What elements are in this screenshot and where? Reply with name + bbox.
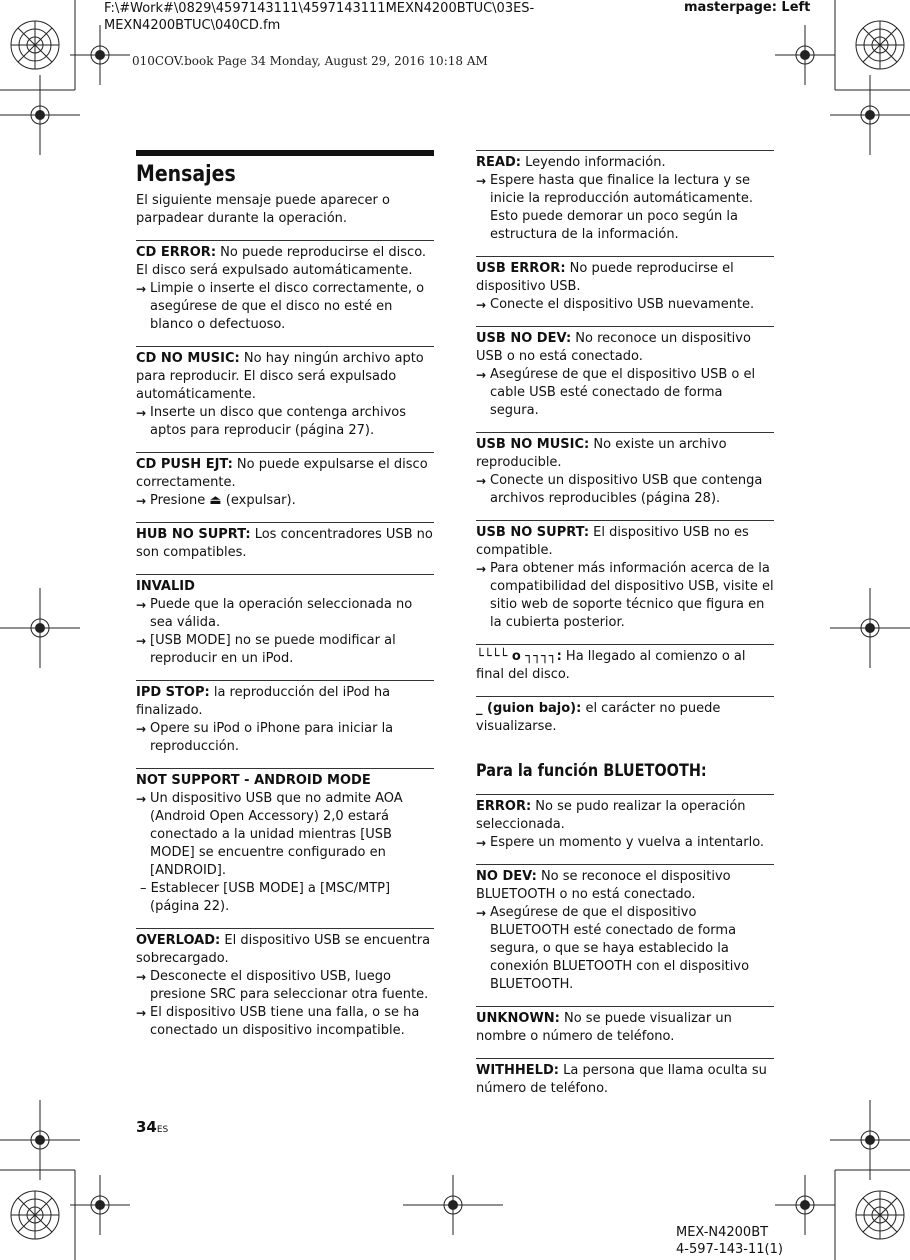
- remedy-bullet: → Desconecte el dispositivo USB, luego presione SRC para seleccionar otra fuente.: [136, 968, 434, 1004]
- page-number-value: 34: [136, 1118, 157, 1136]
- model-part-number: 4-597-143-11(1): [676, 1242, 783, 1257]
- message-description: No se pudo realizar la operación seleccionada.: [476, 799, 746, 832]
- remedy-bullet: → Inserte un disco que contenga archivos aptos para reproducir (página 27).: [136, 404, 434, 440]
- page-title: Mensajes: [136, 162, 236, 187]
- right-column: [476, 150, 774, 1110]
- model-info: [676, 1224, 783, 1258]
- remedy-bullet: → Puede que la operación seleccionada no sea válida.: [136, 596, 434, 632]
- file-path-line-2: MEXN4200BTUC\040CD.fm: [104, 18, 281, 33]
- remedy-bullet: → [USB MODE] no se puede modificar al reproducir en un iPod.: [136, 632, 434, 668]
- message-term: CD PUSH EJT:: [136, 457, 233, 472]
- message-term: OVERLOAD:: [136, 933, 221, 948]
- message-description: No se reconoce el dispositivo BLUETOOTH o no está conectado.: [476, 869, 731, 902]
- message-description: la reproducción del iPod ha finalizado.: [136, 685, 391, 718]
- message-entry: [136, 768, 434, 928]
- message-entry: [136, 522, 434, 574]
- remedy-bullet: → Para obtener más información acerca de la compatibilidad del dispositivo USB, visite el sitio web de soporte técnico que figura en la cubierta posterior.: [476, 560, 774, 632]
- message-entry: [476, 864, 774, 1006]
- message-description: No reconoce un dispositivo USB o no está conectado.: [476, 331, 751, 364]
- message-entry: [136, 240, 434, 346]
- masterpage-label: masterpage: Left: [684, 0, 811, 15]
- message-term: UNKNOWN:: [476, 1011, 560, 1026]
- message-term: CD NO MUSIC:: [136, 351, 240, 366]
- message-entry: [136, 928, 434, 1052]
- message-description: No puede expulsarse el disco correctamente.: [136, 457, 428, 490]
- message-description: La persona que llama oculta su número de teléfono.: [476, 1063, 767, 1096]
- page-number-suffix: ES: [156, 1125, 169, 1135]
- message-description: El dispositivo USB se encuentra sobrecargado.: [136, 933, 431, 966]
- message-description: No se puede visualizar un nombre o número de teléfono.: [476, 1011, 732, 1044]
- remedy-bullet: → Un dispositivo USB que no admite AOA (Android Open Accessory) 2,0 estará conectado a la unidad mientras [USB MODE] se encuentre configurado en [ANDROID].: [136, 790, 434, 880]
- remedy-bullet: → Presione ⏏ (expulsar).: [136, 492, 434, 510]
- message-term: IPD STOP:: [136, 685, 210, 700]
- message-entry: [476, 794, 774, 864]
- message-term: CD ERROR:: [136, 245, 217, 260]
- message-description: No existe un archivo reproducible.: [476, 437, 727, 470]
- message-description: El dispositivo USB no es compatible.: [476, 525, 749, 558]
- message-entry: [476, 644, 774, 696]
- message-entry: [136, 574, 434, 680]
- message-entry: [136, 452, 434, 522]
- message-description: el carácter no puede visualizarse.: [476, 701, 721, 734]
- message-term: NO DEV:: [476, 869, 537, 884]
- title-rule: [136, 150, 434, 156]
- message-term: ERROR:: [476, 799, 532, 814]
- remedy-bullet: → Espere hasta que finalice la lectura y se inicie la reproducción automáticamente. Esto puede demorar un poco según la estructura de la información.: [476, 172, 774, 244]
- intro-text: El siguiente mensaje puede aparecer o parpadear durante la operación.: [136, 193, 390, 226]
- remedy-bullet: → Conecte un dispositivo USB que contenga archivos reproducibles (página 28).: [476, 472, 774, 508]
- message-entry: [476, 1006, 774, 1058]
- message-description: No puede reproducirse el disco. El disco será expulsado automáticamente.: [136, 245, 427, 278]
- remedy-sub-item: – Establecer [USB MODE] a [MSC/MTP] (página 22).: [140, 881, 391, 914]
- left-column: [136, 150, 434, 1052]
- remedy-bullet: → Asegúrese de que el dispositivo USB o el cable USB esté conectado de forma segura.: [476, 366, 774, 420]
- message-term: WITHHELD:: [476, 1063, 559, 1078]
- message-description: No puede reproducirse el dispositivo USB.: [476, 261, 734, 294]
- message-entry: [476, 432, 774, 520]
- message-entry: [476, 520, 774, 644]
- remedy-bullet: → Limpie o inserte el disco correctamente, o asegúrese de que el disco no esté en blanco o defectuoso.: [136, 280, 434, 334]
- remedy-bullet: → Asegúrese de que el dispositivo BLUETOOTH esté conectado de forma segura, o que se haya establecido la conexión BLUETOOTH con el dispositivo BLUETOOTH.: [476, 904, 774, 994]
- file-path-line-1: F:\#Work#\0829\4597143111\4597143111MEXN4200BTUC\03ES-: [104, 1, 535, 16]
- remedy-bullet: → Espere un momento y vuelva a intentarlo.: [476, 834, 774, 852]
- message-term: INVALID: [136, 579, 195, 594]
- message-entry: [476, 326, 774, 432]
- message-term: USB ERROR:: [476, 261, 566, 276]
- message-term: HUB NO SUPRT:: [136, 527, 251, 542]
- message-description: Los concentradores USB no son compatibles.: [136, 527, 433, 560]
- remedy-bullet: → Conecte el dispositivo USB nuevamente.: [476, 296, 774, 314]
- section-heading-bluetooth: Para la función BLUETOOTH:: [476, 761, 707, 781]
- remedy-bullet: → Opere su iPod o iPhone para iniciar la reproducción.: [136, 720, 434, 756]
- remedy-bullet: → El dispositivo USB tiene una falla, o se ha conectado un dispositivo incompatible.: [136, 1004, 434, 1040]
- message-description: No hay ningún archivo apto para reproducir. El disco será expulsado automáticamente.: [136, 351, 424, 402]
- message-entry: [136, 346, 434, 452]
- page-number: [136, 1118, 168, 1136]
- message-term: └└└└ o ┐┐┐┐:: [476, 649, 562, 664]
- message-entry: [136, 680, 434, 768]
- message-description: Ha llegado al comienzo o al final del disco.: [476, 649, 746, 682]
- message-term: USB NO SUPRT:: [476, 525, 590, 540]
- book-info-line: 010COV.book Page 34 Monday, August 29, 2016 10:18 AM: [132, 54, 488, 68]
- message-term: READ:: [476, 155, 521, 170]
- message-description: Leyendo información.: [520, 155, 666, 170]
- message-term: NOT SUPPORT - ANDROID MODE: [136, 773, 371, 788]
- model-name: MEX-N4200BT: [676, 1225, 769, 1240]
- message-entry: [476, 256, 774, 326]
- message-entry: [476, 150, 774, 256]
- message-entry: [476, 1058, 774, 1110]
- message-term: USB NO DEV:: [476, 331, 572, 346]
- message-term: _ (guion bajo):: [476, 701, 582, 716]
- message-term: USB NO MUSIC:: [476, 437, 590, 452]
- message-entry: [476, 696, 774, 748]
